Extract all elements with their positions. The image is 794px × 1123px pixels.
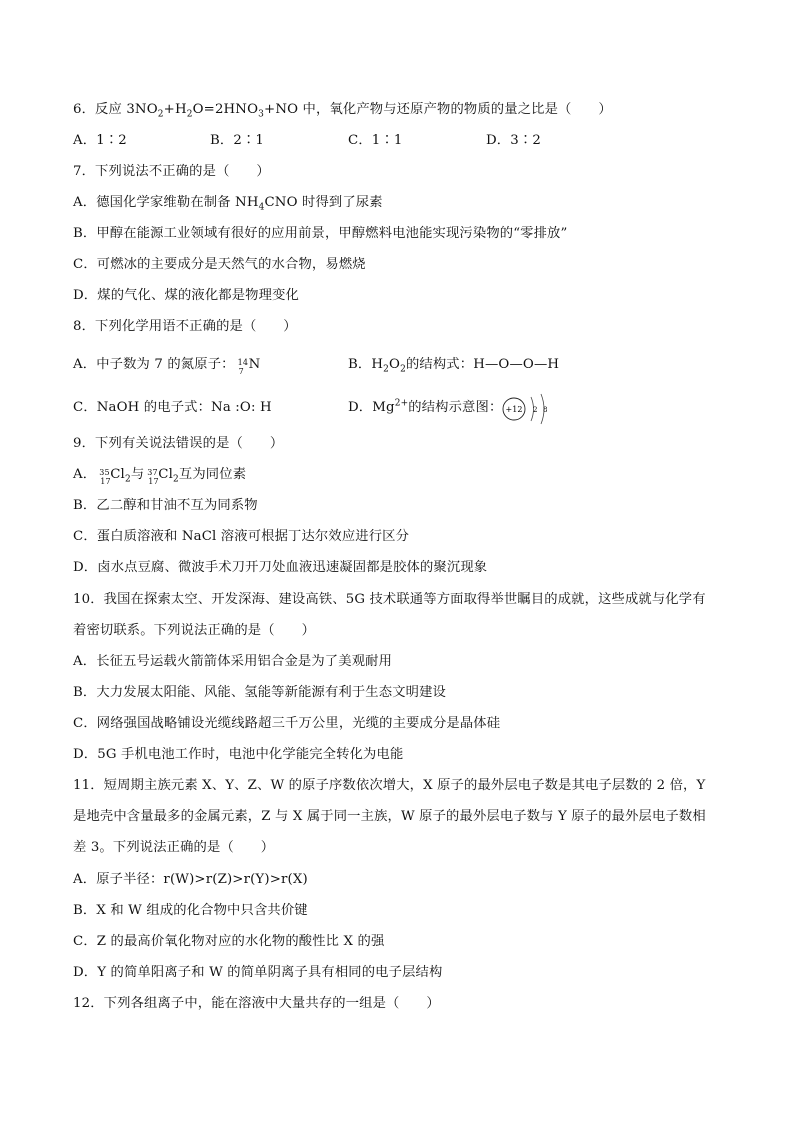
question-10-stem-line1: 10．我国在探索太空、开发深海、建设高铁、5G 技术联通等方面取得举世瞩目的成就，这些成就与化学有: [73, 592, 706, 607]
question-12-stem: 12．下列各组离子中，能在溶液中大量共存的一组是（ ）: [73, 996, 440, 1011]
q11-option-c: C．Z 的最高价氧化物对应的水化物的酸性比 X 的强: [73, 934, 385, 949]
nuclide-notation: [96, 465, 110, 485]
q8-d-text: 的结构示意图：: [408, 400, 503, 415]
ion-charge: 2+: [394, 398, 409, 409]
q6-stem-part: +NO 中，氧化产物与还原产物的物质的量之比是（ ）: [264, 102, 612, 117]
q6-option-b: B．2∶1: [210, 133, 265, 148]
q11-option-d: D．Y 的简单阳离子和 W 的简单阴离子具有相同的电子层结构: [73, 965, 443, 980]
q7-option-a: [73, 193, 383, 213]
q8-b-subscript: 2: [383, 364, 390, 375]
q9-a-text: 互为同位素: [178, 467, 247, 482]
mass-number: 35: [99, 468, 110, 477]
q6-stem-part: 6．反应 3NO: [73, 102, 158, 117]
nuclide-notation: [235, 355, 249, 375]
q8-b-subscript: 2: [400, 364, 406, 375]
q7-option-b: B．甲醇在能源工业领域有很好的应用前景，甲醇燃料电池能实现污染物的“零排放”: [73, 226, 568, 241]
q8-b-text: O: [389, 357, 401, 372]
question-6-stem: [73, 100, 612, 120]
q9-option-b: B．乙二醇和甘油不互为同系物: [73, 498, 258, 513]
q8-option-c: [73, 398, 272, 418]
electron-formula: :O: H: [235, 400, 272, 415]
q8-c-text: C．NaOH 的电子式：Na: [73, 400, 231, 415]
nucleus-charge: +12: [505, 405, 523, 414]
shell-electron-count: 2: [533, 406, 538, 414]
q8-a-text: A．中子数为 7 的氮原子：: [73, 357, 235, 372]
question-11-stem-line3: 差 3。下列说法正确的是（ ）: [73, 840, 275, 855]
q10-option-b: B．大力发展太阳能、风能、氢能等新能源有利于生态文明建设: [73, 685, 446, 700]
q6-option-a: A．1∶2: [73, 133, 127, 148]
shell-electron-count: 8: [543, 406, 548, 414]
element-symbol: Cl: [110, 467, 125, 482]
q9-option-c: C．蛋白质溶液和 NaCl 溶液可根据丁达尔效应进行区分: [73, 529, 410, 544]
q8-option-a: [73, 355, 260, 375]
q6-subscript: 2: [186, 109, 193, 120]
question-11-stem-line2: 是地壳中含量最多的金属元素，Z 与 X 属于同一主族，W 原子的最外层电子数与 Y 原子的最外层电子数相: [73, 809, 706, 824]
q6-subscript: 3: [258, 109, 265, 120]
atomic-number: 17: [148, 477, 159, 486]
q9-subscript: 2: [173, 474, 179, 485]
q11-option-a: A．原子半径：r(W)>r(Z)>r(Y)>r(X): [73, 872, 308, 887]
element-symbol: N: [248, 357, 261, 372]
atomic-number: 7: [238, 367, 244, 376]
question-7-stem: 7．下列说法不正确的是（ ）: [73, 164, 270, 179]
mass-number: 14: [237, 358, 249, 367]
q10-option-c: C．网络强国战略铺设光缆线路超三千万公里，光缆的主要成分是晶体硅: [73, 716, 501, 731]
question-8-stem: 8．下列化学用语不正确的是（ ）: [73, 319, 297, 334]
q6-stem-part: +H: [163, 102, 187, 117]
q11-option-b: B．X 和 W 组成的化合物中只含共价键: [73, 903, 308, 918]
question-11-stem-line1: 11．短周期主族元素 X、Y、Z、W 的原子序数依次增大，X 原子的最外层电子数是其电子层数的 2 倍，Y: [73, 778, 706, 793]
q8-b-text: B．H: [348, 357, 384, 372]
q8-d-text: D．Mg: [348, 400, 395, 415]
q6-option-d: D．3∶2: [486, 133, 541, 148]
q9-a-text: A．: [73, 467, 97, 482]
atomic-number: 17: [100, 477, 111, 486]
q9-option-d: D．卤水点豆腐、微波手术刀开刀处血液迅速凝固都是胶体的聚沉现象: [73, 560, 488, 575]
question-9-stem: 9．下列有关说法错误的是（ ）: [73, 436, 284, 451]
q8-b-text: 的结构式：H—O—O—H: [405, 357, 560, 372]
q7-a-text: A．德国化学家维勒在制备 NH: [73, 195, 259, 210]
q7-a-subscript: 4: [258, 202, 265, 213]
mass-number: 37: [147, 468, 158, 477]
nuclide-notation: [144, 465, 158, 485]
q8-option-b: [348, 355, 559, 375]
q9-subscript: 2: [124, 474, 131, 485]
q10-option-a: A．长征五号运载火箭箭体采用铝合金是为了美观耐用: [73, 654, 393, 669]
q9-a-text: 与: [130, 467, 145, 482]
q8-option-d: [348, 398, 502, 418]
q9-option-a: [73, 465, 246, 485]
q10-option-d: D．5G 手机电池工作时，电池中化学能完全转化为电能: [73, 747, 404, 762]
q7-a-text: CNO 时得到了尿素: [264, 195, 383, 210]
q7-option-d: D．煤的气化、煤的液化都是物理变化: [73, 288, 299, 303]
q6-option-c: C．1∶1: [348, 133, 403, 148]
q7-option-c: C．可燃冰的主要成分是天然气的水合物，易燃烧: [73, 257, 366, 272]
mg-ion-structure-diagram: [501, 391, 561, 427]
question-10-stem-line2: 着密切联系。下列说法正确的是（ ）: [73, 623, 316, 638]
element-symbol: Cl: [158, 467, 174, 482]
q6-stem-part: O=2HNO: [192, 102, 259, 117]
q6-subscript: 2: [157, 109, 164, 120]
